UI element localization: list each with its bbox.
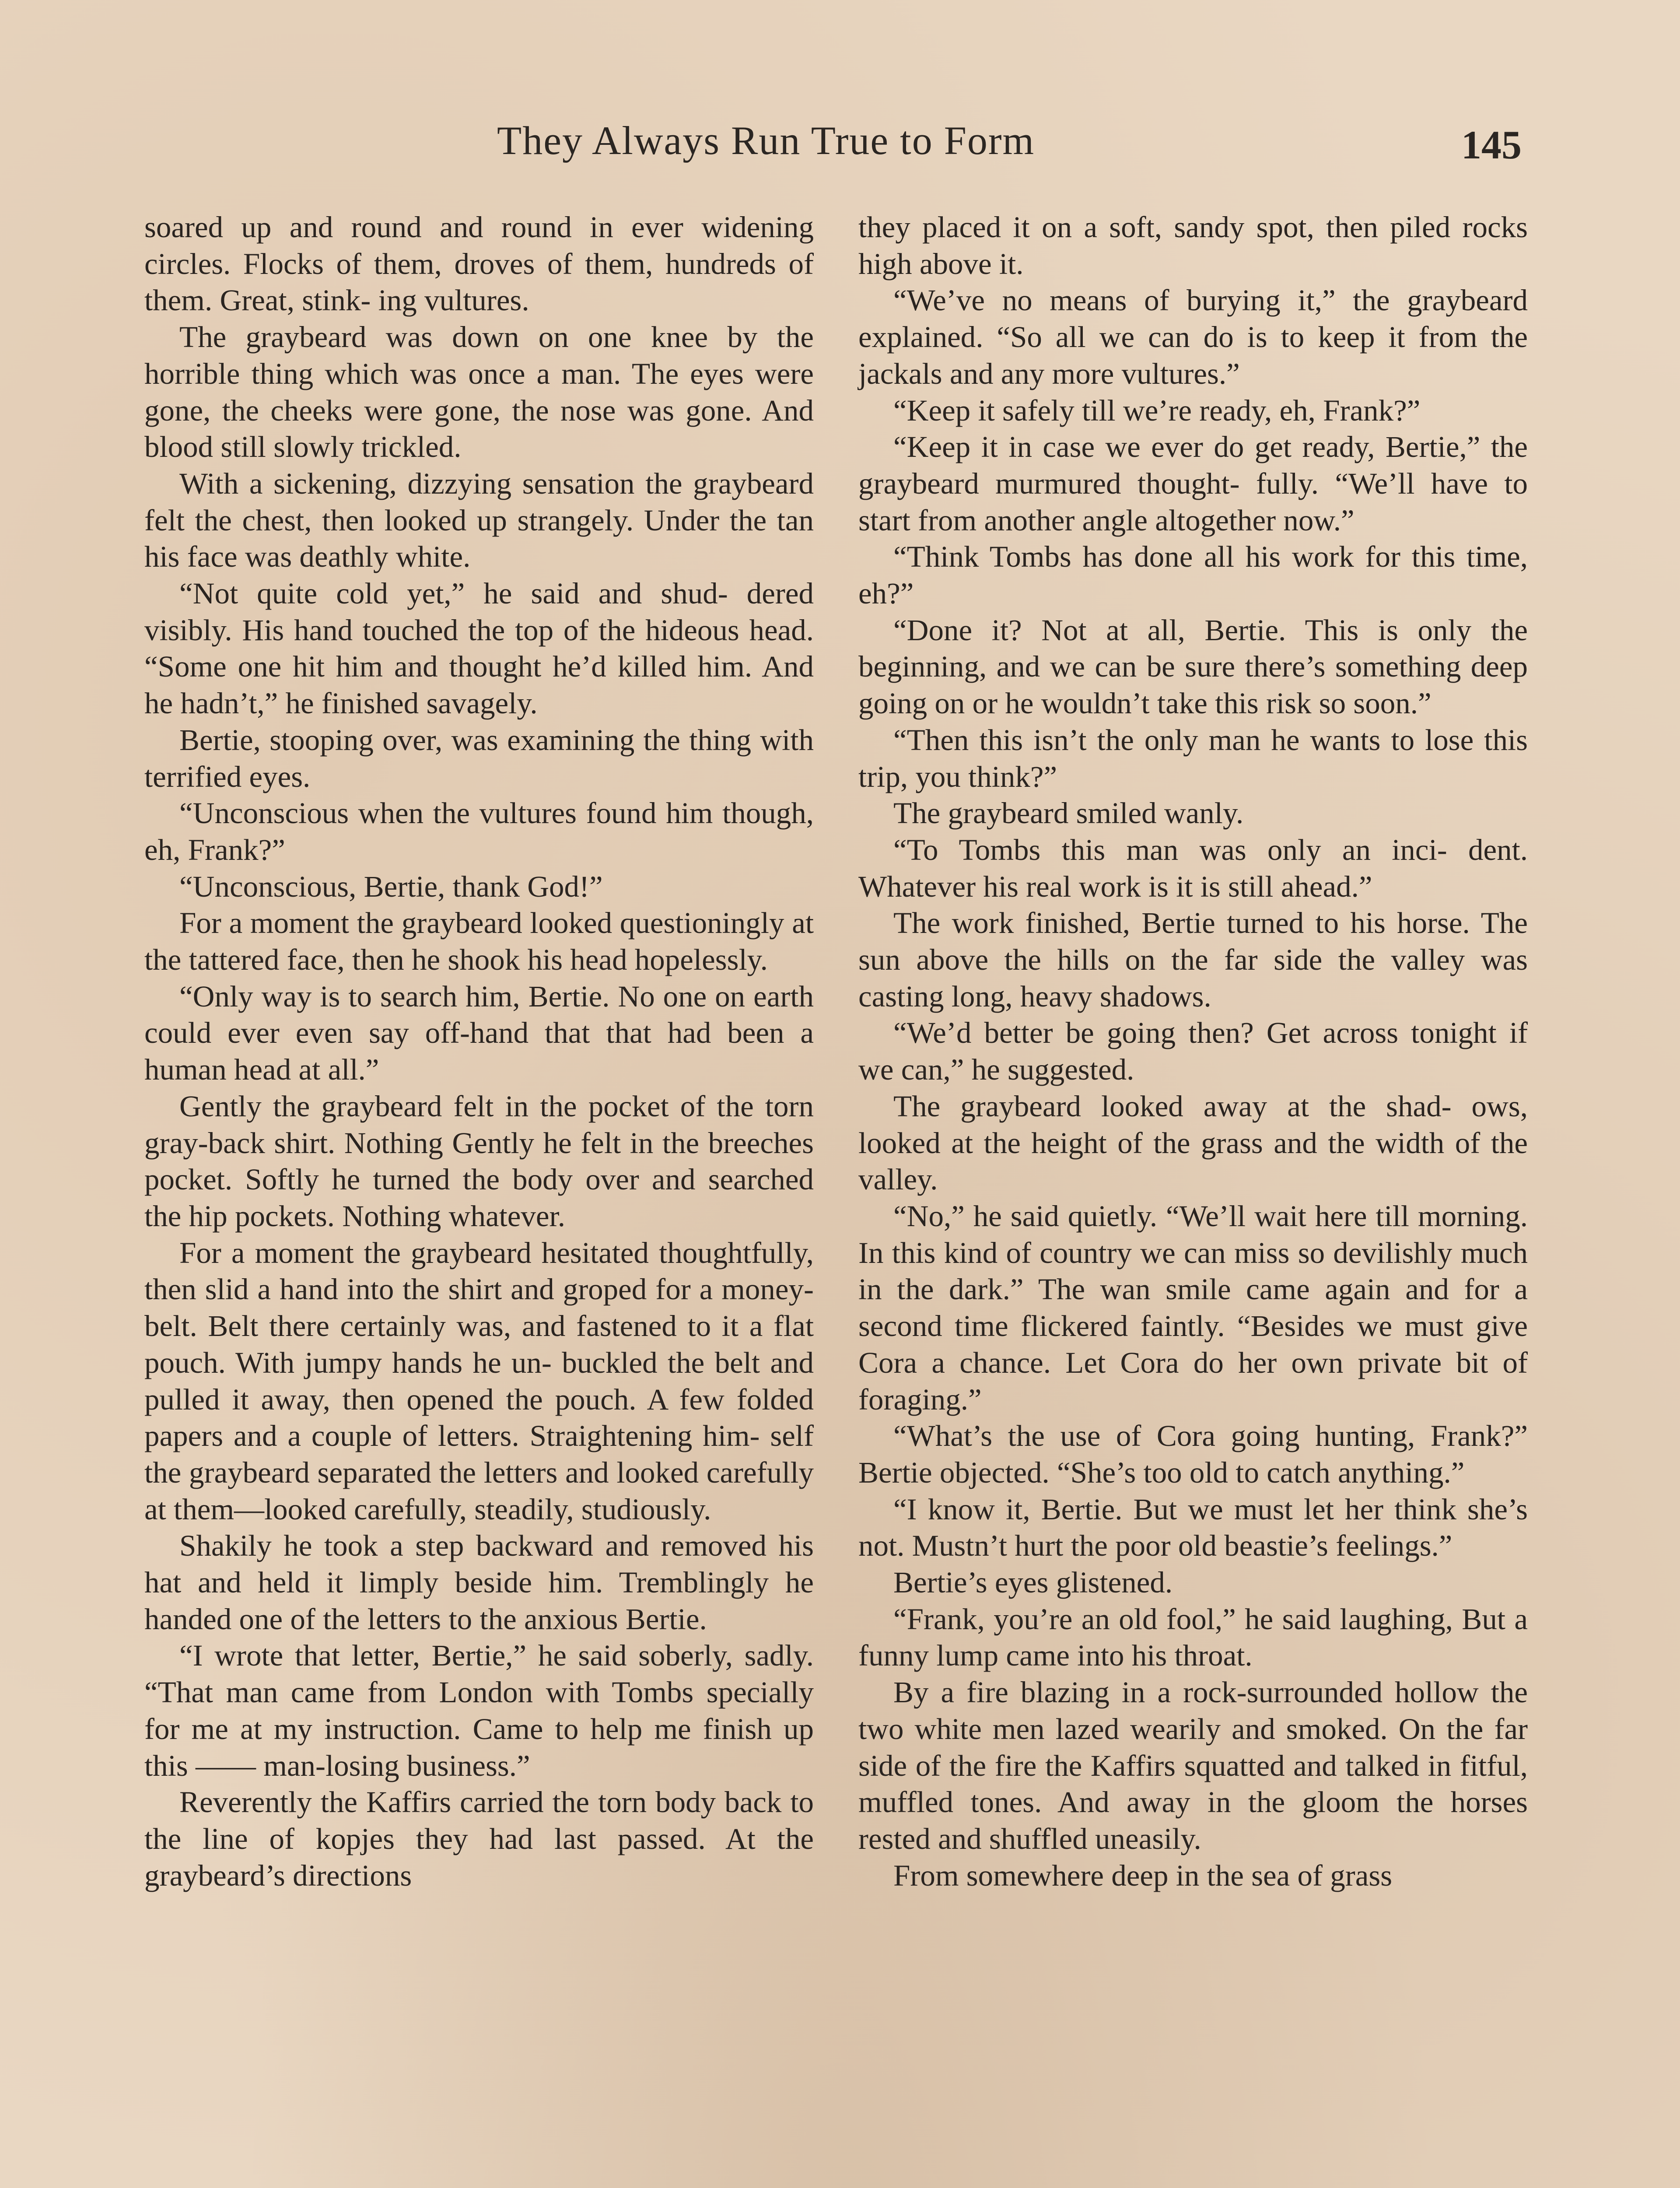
paragraph: With a sickening, dizzying sensation the graybeard felt the chest, then looked up strangely. Under the tan his face was deathly white.: [144, 466, 814, 574]
paragraph: “What’s the use of Cora going hunting, Frank?” Bertie objected. “She’s too old to catch anything.”: [858, 1419, 1528, 1489]
paragraph: Bertie, stooping over, was examining the thing with terrified eyes.: [144, 723, 814, 793]
paragraph: For a moment the graybeard looked questioningly at the tattered face, then he shook his head hopelessly.: [144, 906, 814, 977]
paragraph: “Unconscious, Bertie, thank God!”: [179, 870, 603, 903]
paragraph: The graybeard was down on one knee by the horrible thing which was once a man. The eyes were gone, the cheeks were gone, the nose was gone. And blood still slowly trickled.: [144, 320, 814, 464]
paragraph: Bertie’s eyes glistened.: [893, 1566, 1173, 1599]
paragraph: “I wrote that letter, Bertie,” he said soberly, sadly. “That man came from London with Tombs specially for me at my instruction. Came to help me finish up this —— man-losing business.”: [144, 1639, 814, 1782]
paragraph: “Keep it in case we ever do get ready, Bertie,” the graybeard murmured thought- fully. “We’ll have to start from another angle altogether now.”: [858, 430, 1528, 537]
paragraph: “Frank, you’re an old fool,” he said laughing, But a funny lump came into his throat.: [858, 1602, 1528, 1673]
running-title: They Always Run True to Form: [497, 118, 1035, 163]
page-number: 145: [1461, 123, 1522, 167]
paragraph: “We’ve no means of burying it,” the graybeard explained. “So all we can do is to keep it from the jackals and any more vultures.”: [858, 284, 1528, 390]
paragraph: they placed it on a soft, sandy spot, then piled rocks high above it.: [858, 210, 1528, 281]
paragraph: “Only way is to search him, Bertie. No one on earth could ever even say off-hand that that had been a human head at all.”: [144, 979, 814, 1087]
paragraph: The graybeard smiled wanly.: [893, 796, 1244, 830]
paragraph: “Then this isn’t the only man he wants to lose this trip, you think?”: [858, 723, 1528, 793]
paragraph: Reverently the Kaffirs carried the torn body back to the line of kopjes they had last passed. At the graybeard’s directions: [144, 1785, 814, 1892]
left-column: [144, 209, 814, 1894]
paragraph: “Think Tombs has done all his work for this time, eh?”: [858, 540, 1528, 610]
paragraph: By a fire blazing in a rock-surrounded hollow the two white men lazed wearily and smoked. On the far side of the fire the Kaffirs squatted and talked in fitful, muffled tones. And away in the gloom the horses rested and shuffled uneasily.: [858, 1676, 1528, 1855]
paragraph: The graybeard looked away at the shad- ows, looked at the height of the grass and the width of the valley.: [858, 1089, 1528, 1196]
paragraph: Gently the graybeard felt in the pocket of the torn gray-back shirt. Nothing Gently he felt in the breeches pocket. Softly he turned the body over and searched the hip pockets. Nothing whatever.: [144, 1089, 814, 1233]
paragraph: “Not quite cold yet,” he said and shud- dered visibly. His hand touched the top of the hideous head. “Some one hit him and thought he’d killed him. And he hadn’t,” he finished savagely.: [144, 577, 814, 720]
paragraph: “Done it? Not at all, Bertie. This is only the beginning, and we can be sure there’s something deep going on or he wouldn’t take this risk so soon.”: [858, 613, 1528, 720]
paragraph: soared up and round and round in ever widening circles. Flocks of them, droves of them, hundreds of them. Great, stink- ing vultures.: [144, 210, 814, 317]
paragraph: Shakily he took a step backward and removed his hat and held it limply beside him. Tremblingly he handed one of the letters to the anxious Bertie.: [144, 1529, 814, 1636]
paragraph: “To Tombs this man was only an inci- dent. Whatever his real work is it is still ahead.”: [858, 833, 1528, 903]
paragraph: From somewhere deep in the sea of grass: [893, 1858, 1393, 1892]
paragraph: “No,” he said quietly. “We’ll wait here till morning. In this kind of country we can miss so devilishly much in the dark.” The wan smile came again and for a second time flickered faintly. “Besides we must give Cora a chance. Let Cora do her own private bit of foraging.”: [858, 1199, 1528, 1416]
paragraph: “Unconscious when the vultures found him though, eh, Frank?”: [144, 796, 814, 866]
paragraph: “We’d better be going then? Get across tonight if we can,” he suggested.: [858, 1016, 1528, 1087]
paragraph: “Keep it safely till we’re ready, eh, Frank?”: [893, 393, 1421, 427]
paragraph: “I know it, Bertie. But we must let her think she’s not. Mustn’t hurt the poor old beastie’s feelings.”: [858, 1492, 1528, 1563]
paragraph: The work finished, Bertie turned to his horse. The sun above the hills on the far side the valley was casting long, heavy shadows.: [858, 906, 1528, 1013]
paragraph: For a moment the graybeard hesitated thoughtfully, then slid a hand into the shirt and groped for a money-belt. Belt there certainly was, and fastened to it a flat pouch. With jumpy hands he un- buckled the belt and pulled it away, then opened the pouch. A few folded papers and a couple of letters. Straightening him- self the graybeard separated the letters and looked carefully at them—looked carefully, steadily, studiously.: [144, 1236, 814, 1526]
right-column: [858, 209, 1528, 1894]
